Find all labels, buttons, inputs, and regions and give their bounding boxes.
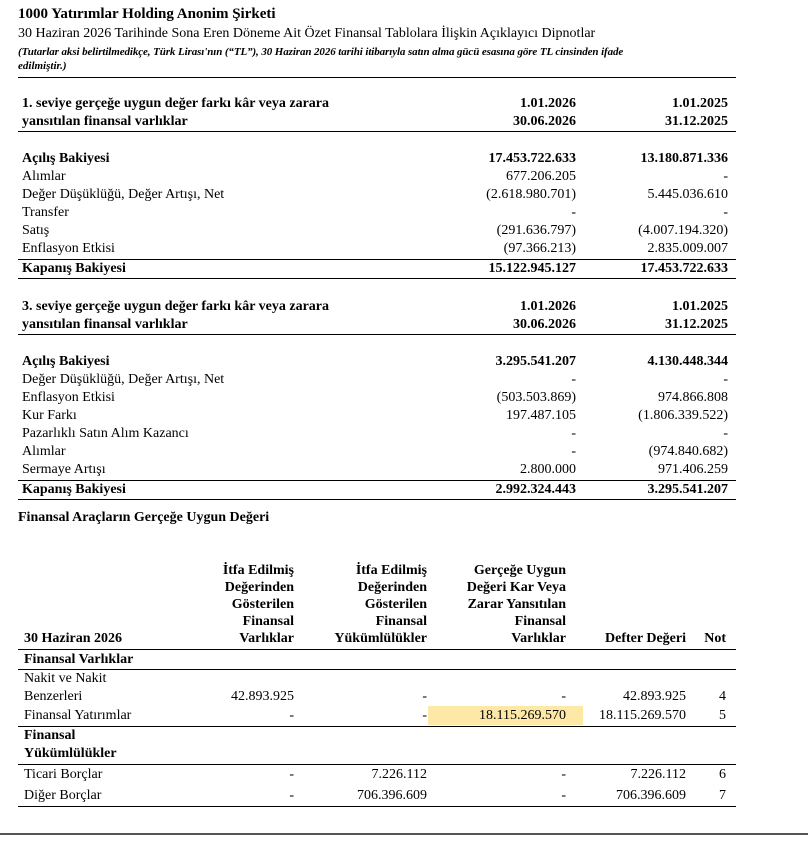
fv-col1-header-l5: Varlıklar [239, 631, 294, 646]
fv-date-header: 30 Haziran 2026 [24, 631, 122, 646]
row-label: Satış [22, 223, 50, 238]
fv-col2-header-l2: Değerinden [357, 580, 427, 595]
row-value-2026: 15.122.945.127 [488, 261, 576, 276]
row-value-2026: 2.800.000 [520, 462, 576, 477]
row-label: Pazarlıklı Satın Alım Kazancı [22, 426, 189, 441]
level1-row [18, 204, 736, 222]
fv-investments-c3: 18.115.269.570 [479, 708, 566, 723]
row-value-2026: 2.992.324.443 [495, 482, 576, 497]
row-value-2026: - [571, 426, 576, 441]
fv-trade-c2: 7.226.112 [371, 767, 427, 782]
row-value-2025: - [723, 205, 728, 220]
document-subtitle: 30 Haziran 2026 Tarihinde Sona Eren Döneme Ait Özet Finansal Tablolara İlişkin Açıklayıcı Dipnotlar [18, 26, 596, 41]
row-value-2025: 2.835.009.007 [647, 241, 728, 256]
fv-cash-label-l1: Nakit ve Nakit [24, 671, 107, 686]
level3-header-row1 [18, 298, 736, 316]
currency-note-line2: edilmiştir.) [18, 60, 67, 72]
row-value-2025: 5.445.036.610 [647, 187, 728, 202]
level1-row-total [18, 260, 736, 278]
fv-liabilities-rule [18, 764, 736, 765]
level3-row [18, 371, 736, 389]
fv-trade-note: 6 [719, 767, 726, 782]
fv-col2-header-l1: İtfa Edilmiş [355, 563, 427, 578]
fv-other-c2: 706.396.609 [357, 788, 427, 803]
level1-col2-header-line2: 31.12.2025 [665, 114, 728, 129]
fv-col1-header-l2: Değerinden [224, 580, 294, 595]
row-value-2025: (4.007.194.320) [638, 223, 728, 238]
fair-value-section-title: Finansal Araçların Gerçeğe Uygun Değeri [18, 510, 270, 525]
row-label: Değer Düşüklüğü, Değer Artışı, Net [22, 187, 225, 202]
row-label: Enflasyon Etkisi [22, 390, 115, 405]
level1-row [18, 240, 736, 258]
fv-trade-c1: - [289, 767, 294, 782]
row-value-2026: 3.295.541.207 [495, 354, 576, 369]
fv-assets-header: Finansal Varlıklar [24, 652, 134, 667]
level3-header-row2 [18, 316, 736, 334]
fv-other-label: Diğer Borçlar [24, 788, 102, 803]
fv-col1-header-l1: İtfa Edilmiş [222, 563, 294, 578]
row-value-2025: (1.806.339.522) [638, 408, 728, 423]
level1-col1-header-line1: 1.01.2026 [520, 96, 576, 111]
fv-cash-c3: - [561, 689, 566, 704]
fv-cash-c2: - [422, 689, 427, 704]
fv-investments-label: Finansal Yatırımlar [24, 708, 132, 723]
level3-row [18, 443, 736, 461]
level3-row-total [18, 481, 736, 499]
fv-col3-header-l3: Zarar Yansıtılan [467, 597, 566, 612]
level3-row-opening [18, 353, 736, 371]
level3-row [18, 461, 736, 479]
row-label: Açılış Bakiyesi [22, 354, 110, 369]
row-value-2026: - [571, 372, 576, 387]
fv-liabilities-header-l1: Finansal [24, 728, 76, 743]
level3-row [18, 407, 736, 425]
row-label: Kapanış Bakiyesi [22, 261, 126, 276]
level1-header-rule [18, 131, 736, 132]
row-label: Sermaye Artışı [22, 462, 106, 477]
fv-col1-header-l4: Finansal [242, 614, 294, 629]
row-value-2025: 17.453.722.633 [640, 261, 728, 276]
row-value-2025: - [723, 169, 728, 184]
level1-row [18, 222, 736, 240]
page-bottom-rule [0, 833, 808, 835]
row-value-2026: 677.206.205 [506, 169, 576, 184]
fv-other-c3: - [561, 788, 566, 803]
row-value-2026: (2.618.980.701) [486, 187, 576, 202]
level1-row [18, 186, 736, 204]
level1-title-line2: yansıtılan finansal varlıklar [22, 114, 188, 129]
fv-col5-header: Not [704, 631, 726, 646]
level3-col1-header-line1: 1.01.2026 [520, 299, 576, 314]
level3-total-rule-bottom [18, 499, 736, 500]
row-label: Açılış Bakiyesi [22, 151, 110, 166]
fv-col2-header-l5: Yükümlülükler [334, 631, 427, 646]
level1-title-line1: 1. seviye gerçeğe uygun değer farkı kâr veya zarara [22, 96, 330, 111]
level3-col1-header-line2: 30.06.2026 [513, 317, 576, 332]
level3-row [18, 425, 736, 443]
fv-liabilities-header-l2: Yükümlülükler [24, 746, 117, 761]
level1-header-row2 [18, 113, 736, 131]
fv-table-end-rule [18, 806, 736, 807]
fv-col2-header-l4: Finansal [375, 614, 427, 629]
fv-cash-note: 4 [719, 689, 726, 704]
fv-col4-header: Defter Değeri [605, 631, 686, 646]
fv-investments-c2: - [422, 708, 427, 723]
row-value-2026: (503.503.869) [496, 390, 576, 405]
level3-title-line1: 3. seviye gerçeğe uygun değer farkı kâr veya zarara [22, 299, 330, 314]
level3-col2-header-line2: 31.12.2025 [665, 317, 728, 332]
level3-header-rule [18, 334, 736, 335]
level3-col2-header-line1: 1.01.2025 [672, 299, 728, 314]
fv-other-c1: - [289, 788, 294, 803]
fv-col3-header-l4: Finansal [514, 614, 566, 629]
fv-col3-header-l2: Değeri Kar Veya [466, 580, 566, 595]
row-label: Kur Farkı [22, 408, 77, 423]
fv-investments-c1: - [289, 708, 294, 723]
row-value-2026: (291.636.797) [496, 223, 576, 238]
row-value-2025: 3.295.541.207 [647, 482, 728, 497]
row-value-2026: 197.487.105 [506, 408, 576, 423]
row-value-2025: 974.866.808 [658, 390, 728, 405]
row-value-2025: - [723, 426, 728, 441]
row-label: Transfer [22, 205, 69, 220]
row-value-2026: (97.366.213) [503, 241, 576, 256]
level1-total-rule-bottom [18, 278, 736, 279]
level1-row-opening [18, 150, 736, 168]
fv-other-c4: 706.396.609 [616, 788, 686, 803]
fv-trade-c3: - [561, 767, 566, 782]
row-value-2025: 4.130.448.344 [647, 354, 728, 369]
row-label: Alımlar [22, 444, 66, 459]
fv-other-note: 7 [719, 788, 726, 803]
level1-col1-header-line2: 30.06.2026 [513, 114, 576, 129]
fv-header-rule [18, 649, 736, 650]
fv-investments-c4: 18.115.269.570 [599, 708, 686, 723]
fv-cash-c1: 42.893.925 [231, 689, 294, 704]
currency-note-line1: (Tutarlar aksi belirtilmedikçe, Türk Lirası'nın (“TL”), 30 Haziran 2026 tarihi itibarıyla satın alma gücü esasına göre TL cinsinden ifade [18, 46, 624, 58]
row-label: Kapanış Bakiyesi [22, 482, 126, 497]
row-value-2026: - [571, 205, 576, 220]
fv-assets-end-rule [18, 726, 736, 727]
fv-col3-header-l1: Gerçeğe Uygun [473, 563, 566, 578]
row-label: Değer Düşüklüğü, Değer Artışı, Net [22, 372, 225, 387]
fv-cash-c4: 42.893.925 [623, 689, 686, 704]
header-divider [18, 77, 736, 78]
row-value-2025: 13.180.871.336 [640, 151, 728, 166]
row-value-2025: (974.840.682) [648, 444, 728, 459]
fv-assets-rule [18, 669, 736, 670]
row-label: Alımlar [22, 169, 66, 184]
row-value-2026: - [571, 444, 576, 459]
row-value-2025: - [723, 372, 728, 387]
fv-trade-label: Ticari Borçlar [24, 767, 103, 782]
company-name: 1000 Yatırımlar Holding Anonim Şirketi [18, 6, 276, 22]
fv-trade-c4: 7.226.112 [630, 767, 686, 782]
fv-col1-header-l3: Gösterilen [231, 597, 294, 612]
row-value-2026: 17.453.722.633 [488, 151, 576, 166]
row-value-2025: 971.406.259 [658, 462, 728, 477]
fv-col3-header-l5: Varlıklar [511, 631, 566, 646]
level3-row [18, 389, 736, 407]
fv-col2-header-l3: Gösterilen [364, 597, 427, 612]
fv-investments-note: 5 [719, 708, 726, 723]
level1-header-row1 [18, 95, 736, 113]
row-label: Enflasyon Etkisi [22, 241, 115, 256]
level1-col2-header-line1: 1.01.2025 [672, 96, 728, 111]
fv-cash-label-l2: Benzerleri [24, 689, 83, 704]
level1-row [18, 168, 736, 186]
level3-title-line2: yansıtılan finansal varlıklar [22, 317, 188, 332]
